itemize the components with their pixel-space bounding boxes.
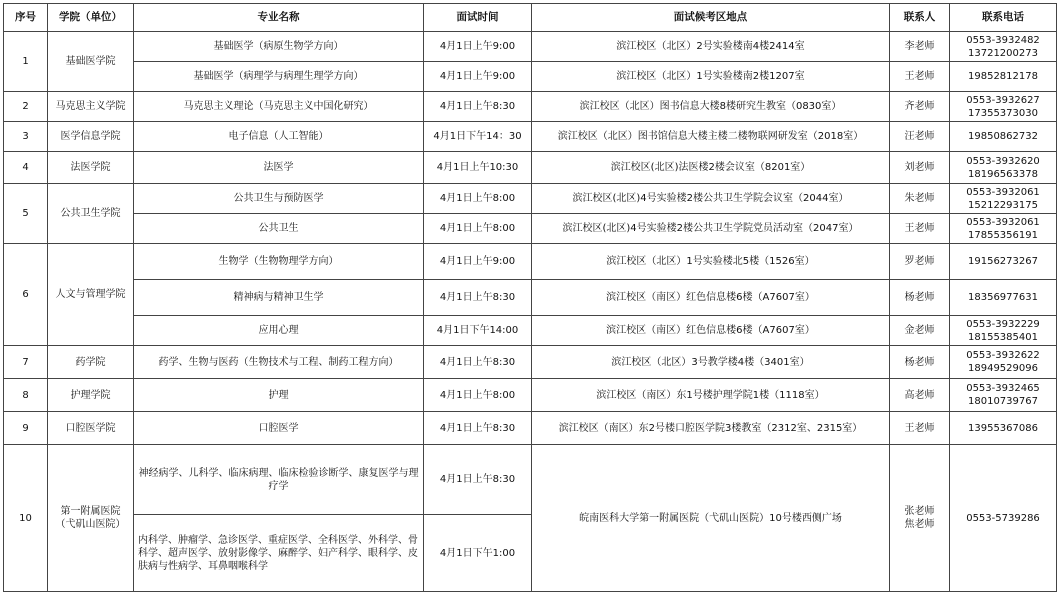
row-place: 滨江校区（南区）东2号楼口腔医学院3楼教室（2312室、2315室）: [532, 412, 890, 445]
row-time: 4月1日上午8:30: [424, 280, 532, 316]
row-time: 4月1日下午14：30: [424, 122, 532, 152]
row-time: 4月1日上午10:30: [424, 152, 532, 184]
row-contact: 杨老师: [890, 280, 950, 316]
row-place: 滨江校区（北区）3号教学楼4楼（3401室）: [532, 346, 890, 379]
row-phone: 19852812178: [950, 62, 1057, 92]
row-phone: 0553-3932061 17855356191: [950, 214, 1057, 244]
row-college: 护理学院: [48, 379, 134, 412]
row-major: 公共卫生与预防医学: [134, 184, 424, 214]
row-phone: 0553-5739286: [950, 445, 1057, 592]
row-major: 内科学、肿瘤学、急诊医学、重症医学、全科医学、外科学、骨科学、超声医学、放射影像学、麻醉学、妇产科学、眼科学、皮肤病与性病学、耳鼻咽喉科学: [134, 515, 424, 592]
row-major: 精神病与精神卫生学: [134, 280, 424, 316]
row-place: 滨江校区（北区）2号实验楼南4楼2414室: [532, 32, 890, 62]
row-college: 法医学院: [48, 152, 134, 184]
row-major: 护理: [134, 379, 424, 412]
row-place: 滨江校区(北区)4号实验楼2楼公共卫生学院会议室（2044室）: [532, 184, 890, 214]
row-no: 10: [4, 445, 48, 592]
row-phone: 0553-3932627 17355373030: [950, 92, 1057, 122]
row-college: 药学院: [48, 346, 134, 379]
table-row: [4, 244, 1057, 280]
row-contact: 刘老师: [890, 152, 950, 184]
row-no: 7: [4, 346, 48, 379]
row-time: 4月1日上午8:30: [424, 445, 532, 515]
row-place: 滨江校区（北区）图书信息大楼8楼研究生教室（0830室）: [532, 92, 890, 122]
table-row: [4, 62, 1057, 92]
row-phone: 19156273267: [950, 244, 1057, 280]
row-place: 滨江校区(北区)法医楼2楼会议室（8201室）: [532, 152, 890, 184]
row-major: 马克思主义理论（马克思主义中国化研究）: [134, 92, 424, 122]
header-row: [4, 4, 1057, 32]
row-phone: 0553-3932465 18010739767: [950, 379, 1057, 412]
row-contact: 齐老师: [890, 92, 950, 122]
row-major: 基础医学（病原生物学方向）: [134, 32, 424, 62]
table-row: [4, 184, 1057, 214]
row-place: 滨江校区（南区）东1号楼护理学院1楼（1118室）: [532, 379, 890, 412]
row-contact: 王老师: [890, 62, 950, 92]
row-time: 4月1日上午8:00: [424, 184, 532, 214]
row-college: 基础医学院: [48, 32, 134, 92]
row-college: 口腔医学院: [48, 412, 134, 445]
header-college: 学院（单位）: [48, 4, 134, 32]
row-phone: 18356977631: [950, 280, 1057, 316]
row-major: 电子信息（人工智能）: [134, 122, 424, 152]
header-place: 面试候考区地点: [532, 4, 890, 32]
table-row: [4, 316, 1057, 346]
row-major: 基础医学（病理学与病理生理学方向）: [134, 62, 424, 92]
row-phone: 19850862732: [950, 122, 1057, 152]
row-contact: 高老师: [890, 379, 950, 412]
table-row: [4, 32, 1057, 62]
row-contact: 王老师: [890, 412, 950, 445]
row-phone: 13955367086: [950, 412, 1057, 445]
row-time: 4月1日上午9:00: [424, 244, 532, 280]
row-no: 3: [4, 122, 48, 152]
row-place: 滨江校区（北区）1号实验楼北5楼（1526室）: [532, 244, 890, 280]
row-contact: 朱老师: [890, 184, 950, 214]
row-time: 4月1日上午8:30: [424, 346, 532, 379]
interview-schedule-table: [3, 3, 1057, 592]
row-no: 6: [4, 244, 48, 346]
row-college: 第一附属医院 （弋矶山医院）: [48, 445, 134, 592]
row-no: 1: [4, 32, 48, 92]
row-contact: 王老师: [890, 214, 950, 244]
table-row: [4, 412, 1057, 445]
table-row: [4, 280, 1057, 316]
table-row: [4, 379, 1057, 412]
row-contact: 金老师: [890, 316, 950, 346]
row-place: 滨江校区(北区)4号实验楼2楼公共卫生学院党员活动室（2047室）: [532, 214, 890, 244]
table-row: [4, 122, 1057, 152]
row-contact: 李老师: [890, 32, 950, 62]
row-contact: 张老师 焦老师: [890, 445, 950, 592]
row-place: 皖南医科大学第一附属医院（弋矶山医院）10号楼西侧广场: [532, 445, 890, 592]
row-place: 滨江校区（南区）红色信息楼6楼（A7607室）: [532, 280, 890, 316]
row-time: 4月1日上午8:00: [424, 379, 532, 412]
row-no: 8: [4, 379, 48, 412]
header-major: 专业名称: [134, 4, 424, 32]
row-contact: 罗老师: [890, 244, 950, 280]
table-row: [4, 214, 1057, 244]
row-major: 应用心理: [134, 316, 424, 346]
row-major: 口腔医学: [134, 412, 424, 445]
header-no: 序号: [4, 4, 48, 32]
row-college: 医学信息学院: [48, 122, 134, 152]
table-row: [4, 445, 1057, 515]
row-place: 滨江校区（北区）1号实验楼南2楼1207室: [532, 62, 890, 92]
row-no: 2: [4, 92, 48, 122]
row-college: 人文与管理学院: [48, 244, 134, 346]
row-place: 滨江校区（北区）图书馆信息大楼主楼二楼物联网研发室（2018室）: [532, 122, 890, 152]
row-time: 4月1日上午9:00: [424, 32, 532, 62]
row-time: 4月1日上午9:00: [424, 62, 532, 92]
row-time: 4月1日上午8:30: [424, 92, 532, 122]
table-row: [4, 92, 1057, 122]
row-phone: 0553-3932061 15212293175: [950, 184, 1057, 214]
row-time: 4月1日上午8:00: [424, 214, 532, 244]
row-time: 4月1日下午1:00: [424, 515, 532, 592]
row-phone: 0553-3932229 18155385401: [950, 316, 1057, 346]
header-contact: 联系人: [890, 4, 950, 32]
row-time: 4月1日上午8:30: [424, 412, 532, 445]
row-contact: 杨老师: [890, 346, 950, 379]
header-phone: 联系电话: [950, 4, 1057, 32]
row-college: 公共卫生学院: [48, 184, 134, 244]
row-phone: 0553-3932620 18196563378: [950, 152, 1057, 184]
row-college: 马克思主义学院: [48, 92, 134, 122]
row-major: 药学、生物与医药（生物技术与工程、制药工程方向）: [134, 346, 424, 379]
row-place: 滨江校区（南区）红色信息楼6楼（A7607室）: [532, 316, 890, 346]
row-phone: 0553-3932482 13721200273: [950, 32, 1057, 62]
row-phone: 0553-3932622 18949529096: [950, 346, 1057, 379]
table-row: [4, 346, 1057, 379]
row-time: 4月1日下午14:00: [424, 316, 532, 346]
row-major: 生物学（生物物理学方向）: [134, 244, 424, 280]
row-major: 法医学: [134, 152, 424, 184]
row-contact: 汪老师: [890, 122, 950, 152]
row-major: 神经病学、儿科学、临床病理、临床检验诊断学、康复医学与理疗学: [134, 445, 424, 515]
row-no: 5: [4, 184, 48, 244]
header-time: 面试时间: [424, 4, 532, 32]
row-major: 公共卫生: [134, 214, 424, 244]
row-no: 4: [4, 152, 48, 184]
row-no: 9: [4, 412, 48, 445]
table-row: [4, 152, 1057, 184]
